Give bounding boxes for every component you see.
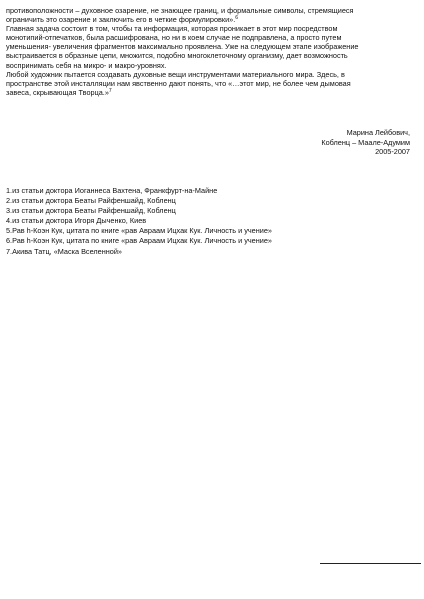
body-line: монотипий-отпечатков, была расшифрована, но ни в коем случае не подправлена, а просто путем [6,33,342,43]
reference-item: 5.Рав h-Коэн Кук, цитата по книге «рав Авраам Ицхак Кук. Личность и учение» [6,226,272,236]
footnote-marker: 6 [235,15,239,22]
body-line: Главная задача состоит в том, чтобы та информация, которая проникает в этот мир посредством [6,24,338,34]
body-line: Любой художник пытается создавать духовные вещи инструментами материального мира. Здесь, в [6,69,345,79]
reference-item: 2.из статьи доктора Беаты Райфеншайд, Кобленц [6,196,176,206]
author-place: Кобленц – Маале-Адумим [321,137,410,147]
reference-item: 1.из статьи доктора Иоганнеса Вахтена, Франкфурт-на-Майне [6,186,218,195]
body-line: противоположности – духовное озарение, не знающее границ, и формальные символы, стремящиеся [6,6,354,15]
body-line-text: завеса, скрывающая Творца.» [6,87,109,97]
reference-item: 3.из статьи доктора Беаты Райфеншайд, Кобленц [6,206,176,216]
author-signature [321,128,410,157]
body-line-with-footnote [6,15,416,24]
references-list [6,186,272,257]
footer-divider [320,563,421,564]
reference-item: 6.Рав h-Коэн Кук, цитата по книге «рав Авраам Ицхак Кук. Личность и учение» [6,236,272,246]
body-line: уменьшения- увеличения фрагментов максимально проявлена. Уже на следующем этапе изображение [6,42,359,52]
reference-item: 4.из статьи доктора Игоря Дыченко, Киев [6,216,147,226]
author-years: 2005-2007 [375,147,410,157]
body-line: пространстве этой инсталляции нам явственно дают понять, что «…этот мир, не более чем дымовая [6,78,351,88]
body-line: воспринимать себя на микро- и макро-уровнях. [6,60,167,70]
body-line-text: ограничить это озарение и заключить его в четкие формулировки». [6,15,236,25]
footnote-marker: 7 [108,87,112,94]
body-paragraph [6,6,416,97]
document-page [6,6,416,97]
author-name: Марина Лейбович, [346,128,410,137]
reference-item: 7.Акива Татц, «Маска Вселенной» [6,246,122,256]
body-line-with-footnote [6,88,416,97]
body-line: выстраивается в образные цепи, множится, подобно многоклеточному организму, дает возможность [6,51,348,61]
